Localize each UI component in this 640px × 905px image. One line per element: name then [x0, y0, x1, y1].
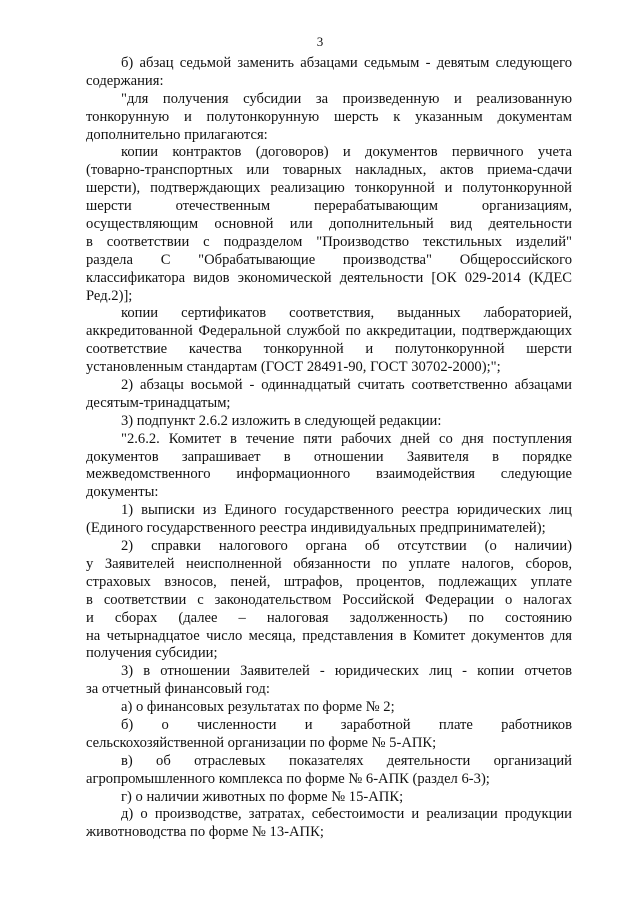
- text-line: 2) абзацы восьмой - одиннадцатый считать соответственно абзацами: [121, 377, 572, 394]
- text-line: у Заявителей неисполненной обязанности по уплате налогов, сборов,: [86, 555, 572, 572]
- text-line: копии контрактов (договоров) и документов первичного учета: [121, 144, 572, 161]
- text-line: 2) справки налогового органа об отсутствии (о наличии): [121, 538, 572, 555]
- text-line: 1) выписки из Единого государственного реестра юридических лиц: [121, 502, 572, 519]
- text-line: сельскохозяйственной организации по форме № 5-АПК;: [86, 734, 437, 751]
- text-line: установленным стандартам (ГОСТ 28491-90, ГОСТ 30702-2000);";: [86, 359, 501, 376]
- text-line: содержания:: [86, 72, 164, 89]
- text-line: документы:: [86, 484, 159, 501]
- page-number: 3: [316, 34, 324, 49]
- text-line: дополнительно прилагаются:: [86, 126, 268, 143]
- text-line: раздела С "Обрабатывающие производства" Общероссийского: [86, 251, 572, 268]
- text-line: получения субсидии;: [86, 645, 218, 662]
- text-line: Ред.2)];: [86, 287, 133, 304]
- text-line: б) о численности и заработной плате работников: [121, 716, 572, 733]
- text-line: страховых взносов, пеней, штрафов, процентов, подлежащих уплате: [86, 573, 572, 590]
- text-line: документов запрашивает в отношении Заявителя в порядке: [86, 448, 572, 465]
- text-line: 3) подпункт 2.6.2 изложить в следующей редакции:: [121, 412, 442, 429]
- text-line: "для получения субсидии за произведенную и реализованную: [121, 90, 572, 107]
- text-line: шерсти), подтверждающих реализацию тонкорунной и полутонкорунной: [86, 180, 572, 197]
- text-line: (Единого государственного реестра индивидуальных предпринимателей);: [86, 520, 546, 537]
- text-line: в соответствии с законодательством Российской Федерации о налогах: [86, 591, 572, 608]
- text-line: на четырнадцатое число месяца, представления в Комитет документов для: [86, 627, 572, 644]
- text-line: за отчетный финансовый год:: [86, 681, 270, 698]
- text-line: в) об отраслевых показателях деятельности организаций: [121, 752, 572, 769]
- text-line: межведомственного информационного взаимодействия следующие: [86, 466, 572, 483]
- text-line: "2.6.2. Комитет в течение пяти рабочих дней со дня поступления: [121, 430, 572, 447]
- text-line: тонкорунную и полутонкорунную шерсть к указанным документам: [86, 108, 572, 125]
- text-line: копии сертификатов соответствия, выданных лабораторией,: [121, 305, 572, 322]
- text-line: 3) в отношении Заявителей - юридических лиц - копии отчетов: [121, 663, 572, 680]
- text-line: животноводства по форме № 13-АПК;: [86, 824, 324, 841]
- text-line: аккредитованной Федеральной службой по аккредитации, подтверждающих: [86, 323, 572, 340]
- text-line: агропромышленного комплекса по форме № 6-АПК (раздел 6-3);: [86, 770, 490, 787]
- text-line: в соответствии с подразделом "Производство текстильных изделий": [86, 233, 572, 250]
- text-line: б) абзац седьмой заменить абзацами седьмым - девятым следующего: [121, 55, 572, 71]
- document-body: [86, 55, 572, 842]
- text-line: (товарно-транспортных или товарных накладных, актов приема-сдачи: [86, 162, 572, 179]
- text-line: классификатора видов экономической деятельности [ОК 029-2014 (КДЕС: [86, 269, 572, 286]
- text-line: д) о производстве, затратах, себестоимости и реализации продукции: [121, 806, 572, 823]
- text-line: и сборах (далее – налоговая задолженность) по состоянию: [86, 609, 572, 626]
- text-line: осуществляющим основной или дополнительный вид деятельности: [86, 216, 572, 233]
- text-line: десятым-тринадцатым;: [86, 394, 231, 411]
- text-line: г) о наличии животных по форме № 15-АПК;: [121, 788, 404, 805]
- text-line: а) о финансовых результатах по форме № 2;: [121, 699, 395, 716]
- text-line: соответствие качества тонкорунной и полутонкорунной шерсти: [86, 341, 572, 358]
- text-line: шерсти отечественным перерабатывающим организациям,: [86, 198, 572, 215]
